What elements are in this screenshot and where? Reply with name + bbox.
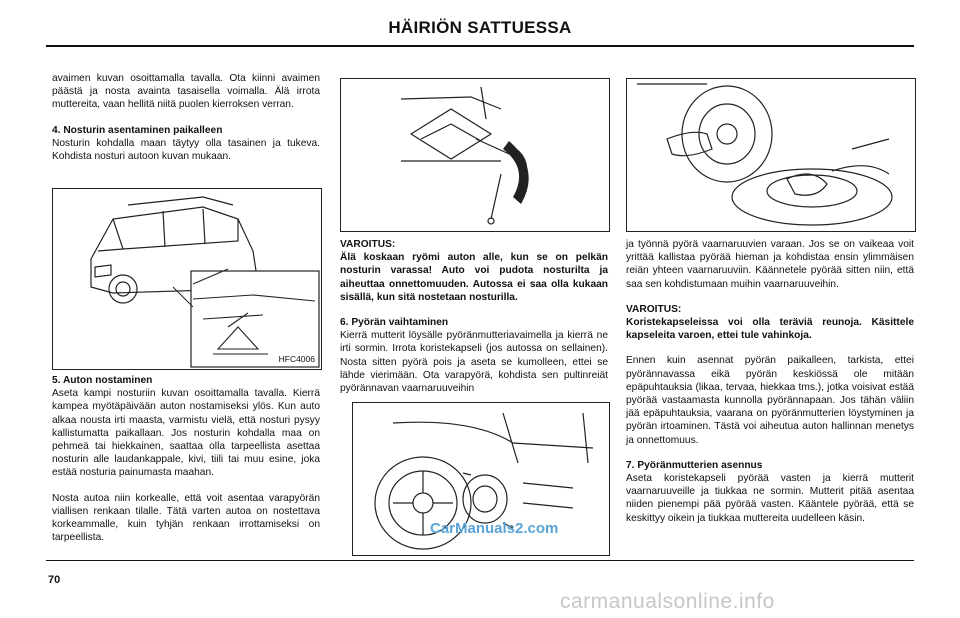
section-6-text: Kierrä mutterit löysälle pyöränmutteriavaimella ja kierrä ne irti sormin. Irrota koristekapseli (jos autossa on sellainen). Nosta sitten pyörä pois ja aseta se kumolleen, ettei se lähde vierimään. Ota varapyörä, kohdista sen pultinreiät pyörännavan vaarnaruuveihin xyxy=(340,330,608,395)
section-6-title: 6. Pyörän vaihtaminen xyxy=(340,317,449,329)
figure-hub-cleaning xyxy=(626,78,916,232)
section-5-text-2: Nosta autoa niin korkealle, että voit asentaa varapyörän viallisen renkaan tilalle. Tätä varten autoa on nostettava korkeammalle, kuin tyhjän renkaan irrottamiseksi on tarpeellista. xyxy=(52,492,320,544)
section-5-text: Aseta kampi nosturiin kuvan osoittamalla tavalla. Kierrä kampea myötäpäivään auton nostamiseksi ylös. Kun auto alkaa nousta irti maasta, varmistu vielä, että nosturi pysyy kallistumatta paikallaan. Jos nosturin kohdalla maa on pehmeä tai hiekkainen, saattaa olla tarpeellista asettaa nosturin alle laudankappale, kivi, tiili tai muu esine, joka estää nosturia painumasta maahan. xyxy=(52,388,320,479)
car-jack-illustration xyxy=(53,189,321,369)
warning-text: Älä koskaan ryömi auton alle, kun se on pelkän nosturin varassa! Auto voi pudota nosturilta ja aiheuttaa onnettomuuden. Autossa ei saa olla kukaan sisällä, kun sitä nostetaan nosturilla. xyxy=(340,252,608,303)
column-2 xyxy=(340,238,608,407)
warning-title-2: VAROITUS: xyxy=(626,303,682,315)
page-number: 70 xyxy=(48,574,61,586)
section-7-text: Aseta koristekapseli pyörää vasten ja kierrä mutterit vaarnaruuveille ja tiukkaa ne sormin. Mutterit pitää asentaa niiden pienempi pää pyörää vasten. Kääntele pyörää, että se keskittyy oikein ja tiukkaa muttereita uudelleen käsin. xyxy=(626,473,914,524)
footer-rule xyxy=(46,560,914,561)
col3-paragraph-2: Ennen kuin asennat pyörän paikalleen, tarkista, ettei pyörännavassa eikä pyörän keskiössä ole mitään epäpuhtauksia (likaa, tervaa, hiekkaa tms.), jotka voisivat estää pyörää vastaamasta kunnolla pyörännapaan. Jos tähän väliin jää epäpuhtauksia, vaarana on pyöränmutterien löystyminen ja pyörän irtoaminen. Tästä voi aiheutua auton hallinnan menetys ja onnettomuus. xyxy=(626,355,914,446)
page-title: HÄIRIÖN SATTUESSA xyxy=(388,18,572,37)
col3-intro: ja työnnä pyörä vaarnaruuvien varaan. Jos se on vaikeaa voit yrittää kallistaa pyörää hieman ja kohdistaa ensin ylimmäisen reiän yhteen vaarnaruuviin. Käännetele pyörää sitten niin, että saa sen kohdistumaan muihin vaarnaruuveihin. xyxy=(626,239,914,290)
figure-car-jack xyxy=(52,188,322,370)
column-1 xyxy=(52,72,320,175)
column-3 xyxy=(626,238,914,537)
hub-cleaning-illustration xyxy=(627,79,915,231)
warning-text-2: Koristekapseleissa voi olla teräviä reunoja. Käsittele kapseleita varoen, ettei tule vahinkoja. xyxy=(626,317,914,342)
warning-title: VAROITUS: xyxy=(340,239,396,250)
col1-intro: avaimen kuvan osoittamalla tavalla. Ota kiinni avaimen päästä ja nosta avainta tasaisella voimalla. Älä irrota muttereita, vaan hellitä niitä puolen kierroksen verran. xyxy=(52,73,320,111)
section-7-title: 7. Pyöränmutterien asennus xyxy=(626,459,763,471)
section-4-text: Nosturin kohdalla maan täytyy olla tasainen ja tukeva. Kohdista nosturi autoon kuvan mukaan. xyxy=(52,137,320,163)
section-4-title: 4. Nosturin asentaminen paikalleen xyxy=(52,124,223,136)
header-rule xyxy=(46,45,914,47)
watermark-carmanualsonline: carmanualsonline.info xyxy=(560,590,775,613)
figure-jack-handle xyxy=(340,78,610,232)
column-1-lower xyxy=(52,374,320,556)
figure-label: HFC4006 xyxy=(278,354,315,364)
section-5-title: 5. Auton nostaminen xyxy=(52,375,153,386)
jack-handle-illustration xyxy=(341,79,609,231)
watermark-carmanuals2: CarManuals2.com xyxy=(430,520,559,537)
